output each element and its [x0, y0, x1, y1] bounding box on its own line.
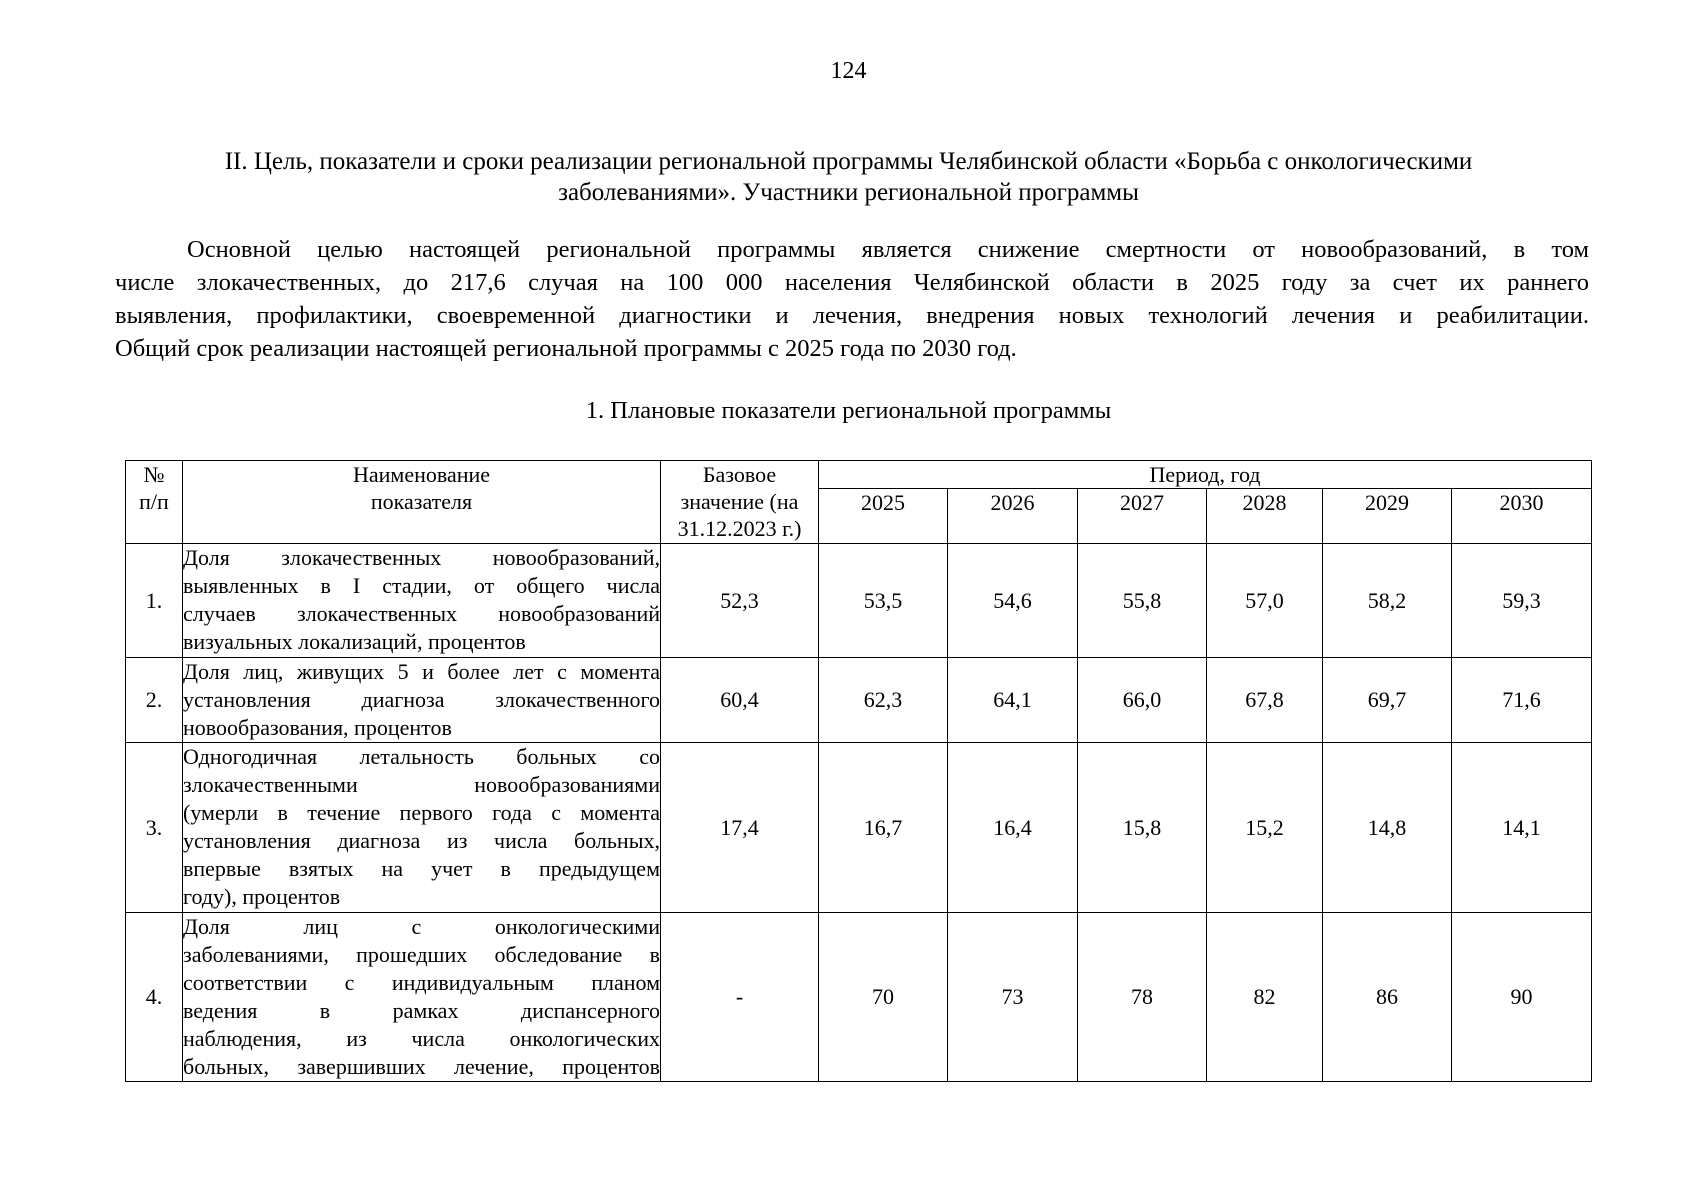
intro-line-4: Общий срок реализации настоящей региональной программы с 2025 года по 2030 год.	[115, 335, 1017, 362]
row-number: 3.	[126, 743, 183, 913]
row-number: 4.	[126, 913, 183, 1082]
indicator-name-line: заболеваниями, прошедших обследование в	[183, 942, 660, 967]
header-period: Период, год	[819, 461, 1592, 489]
year-value: 67,8	[1207, 658, 1323, 743]
indicator-name-line: Доля лиц с онкологическими	[183, 914, 660, 939]
year-value: 15,2	[1207, 743, 1323, 913]
header-base-value	[661, 461, 819, 544]
header-number-line-2: п/п	[139, 489, 169, 514]
indicator-name-line: ведения в рамках диспансерного	[183, 998, 660, 1023]
base-value: 17,4	[661, 743, 819, 913]
header-name-line-1: Наименование	[352, 462, 491, 487]
row-number: 2.	[126, 658, 183, 743]
year-value: 73	[948, 913, 1078, 1082]
base-value: 52,3	[661, 544, 819, 658]
year-value: 66,0	[1078, 658, 1207, 743]
year-value: 90	[1452, 913, 1592, 1082]
header-year: 2026	[948, 489, 1078, 544]
year-value: 59,3	[1452, 544, 1592, 658]
indicator-name	[183, 743, 661, 913]
year-value: 82	[1207, 913, 1323, 1082]
header-number-line-1: №	[143, 462, 165, 487]
indicator-name-line: больных, завершивших лечение, процентов	[183, 1054, 660, 1079]
header-number	[126, 461, 183, 544]
year-value: 54,6	[948, 544, 1078, 658]
indicator-name-line: (умерли в течение первого года с момента	[183, 800, 660, 825]
indicator-name-line: новообразования, процентов	[183, 715, 452, 740]
header-year: 2030	[1452, 489, 1592, 544]
table-title: 1. Плановые показатели региональной программы	[585, 397, 1112, 424]
indicator-name-line: впервые взятых на учет в предыдущем	[183, 856, 660, 881]
indicator-name	[183, 544, 661, 658]
intro-line-2: числе злокачественных, до 217,6 случая на 100 000 населения Челябинской области в 2025 году за счет их раннего	[115, 269, 1589, 296]
section-title	[115, 146, 1582, 208]
indicator-name-line: злокачественными новообразованиями	[183, 772, 660, 797]
header-base-line-3: 31.12.2023 г.)	[677, 516, 802, 541]
year-value: 78	[1078, 913, 1207, 1082]
indicator-name	[183, 658, 661, 743]
table-row	[126, 743, 1592, 913]
table-row	[126, 658, 1592, 743]
header-name-line-2: показателя	[370, 489, 473, 514]
indicator-name-line: году), процентов	[183, 884, 341, 909]
year-value: 86	[1323, 913, 1452, 1082]
indicator-name-line: установления диагноза из числа больных,	[183, 828, 660, 853]
indicator-name-line: соответствии с индивидуальным планом	[183, 970, 660, 995]
year-value: 64,1	[948, 658, 1078, 743]
header-year: 2029	[1323, 489, 1452, 544]
year-value: 58,2	[1323, 544, 1452, 658]
indicator-name-line: установления диагноза злокачественного	[183, 687, 660, 712]
intro-line-3: выявления, профилактики, своевременной диагностики и лечения, внедрения новых технологий лечения и реабилитации.	[115, 302, 1589, 329]
indicator-name	[183, 913, 661, 1082]
header-indicator-name	[183, 461, 661, 544]
row-number: 1.	[126, 544, 183, 658]
year-value: 15,8	[1078, 743, 1207, 913]
indicator-name-line: Доля злокачественных новообразований,	[183, 545, 660, 570]
header-year: 2027	[1078, 489, 1207, 544]
base-value: 60,4	[661, 658, 819, 743]
table-row	[126, 913, 1592, 1082]
header-year: 2025	[819, 489, 948, 544]
year-value: 71,6	[1452, 658, 1592, 743]
year-value: 62,3	[819, 658, 948, 743]
intro-paragraph	[115, 233, 1589, 365]
indicator-name-line: случаев злокачественных новообразований	[183, 601, 660, 626]
year-value: 16,7	[819, 743, 948, 913]
year-value: 53,5	[819, 544, 948, 658]
page-number: 124	[830, 58, 867, 84]
section-title-line-1: II. Цель, показатели и сроки реализации региональной программы Челябинской области «Борьба с онкологическими	[224, 148, 1473, 175]
intro-line-1: Основной целью настоящей региональной программы является снижение смертности от новообразований, в том	[187, 236, 1589, 263]
year-value: 55,8	[1078, 544, 1207, 658]
indicators-table	[125, 460, 1592, 1082]
header-base-line-1: Базовое	[702, 462, 777, 487]
year-value: 14,1	[1452, 743, 1592, 913]
year-value: 69,7	[1323, 658, 1452, 743]
section-title-line-2: заболеваниями». Участники региональной программы	[558, 179, 1139, 206]
header-base-line-2: значение (на	[680, 489, 799, 514]
header-year: 2028	[1207, 489, 1323, 544]
indicator-name-line: выявленных в I стадии, от общего числа	[183, 573, 660, 598]
year-value: 14,8	[1323, 743, 1452, 913]
year-value: 16,4	[948, 743, 1078, 913]
indicator-name-line: Одногодичная летальность больных со	[183, 744, 660, 769]
year-value: 70	[819, 913, 948, 1082]
base-value: -	[661, 913, 819, 1082]
indicator-name-line: наблюдения, из числа онкологических	[183, 1026, 660, 1051]
year-value: 57,0	[1207, 544, 1323, 658]
indicator-name-line: Доля лиц, живущих 5 и более лет с момента	[183, 659, 660, 684]
indicator-name-line: визуальных локализаций, процентов	[183, 629, 526, 654]
table-row	[126, 544, 1592, 658]
